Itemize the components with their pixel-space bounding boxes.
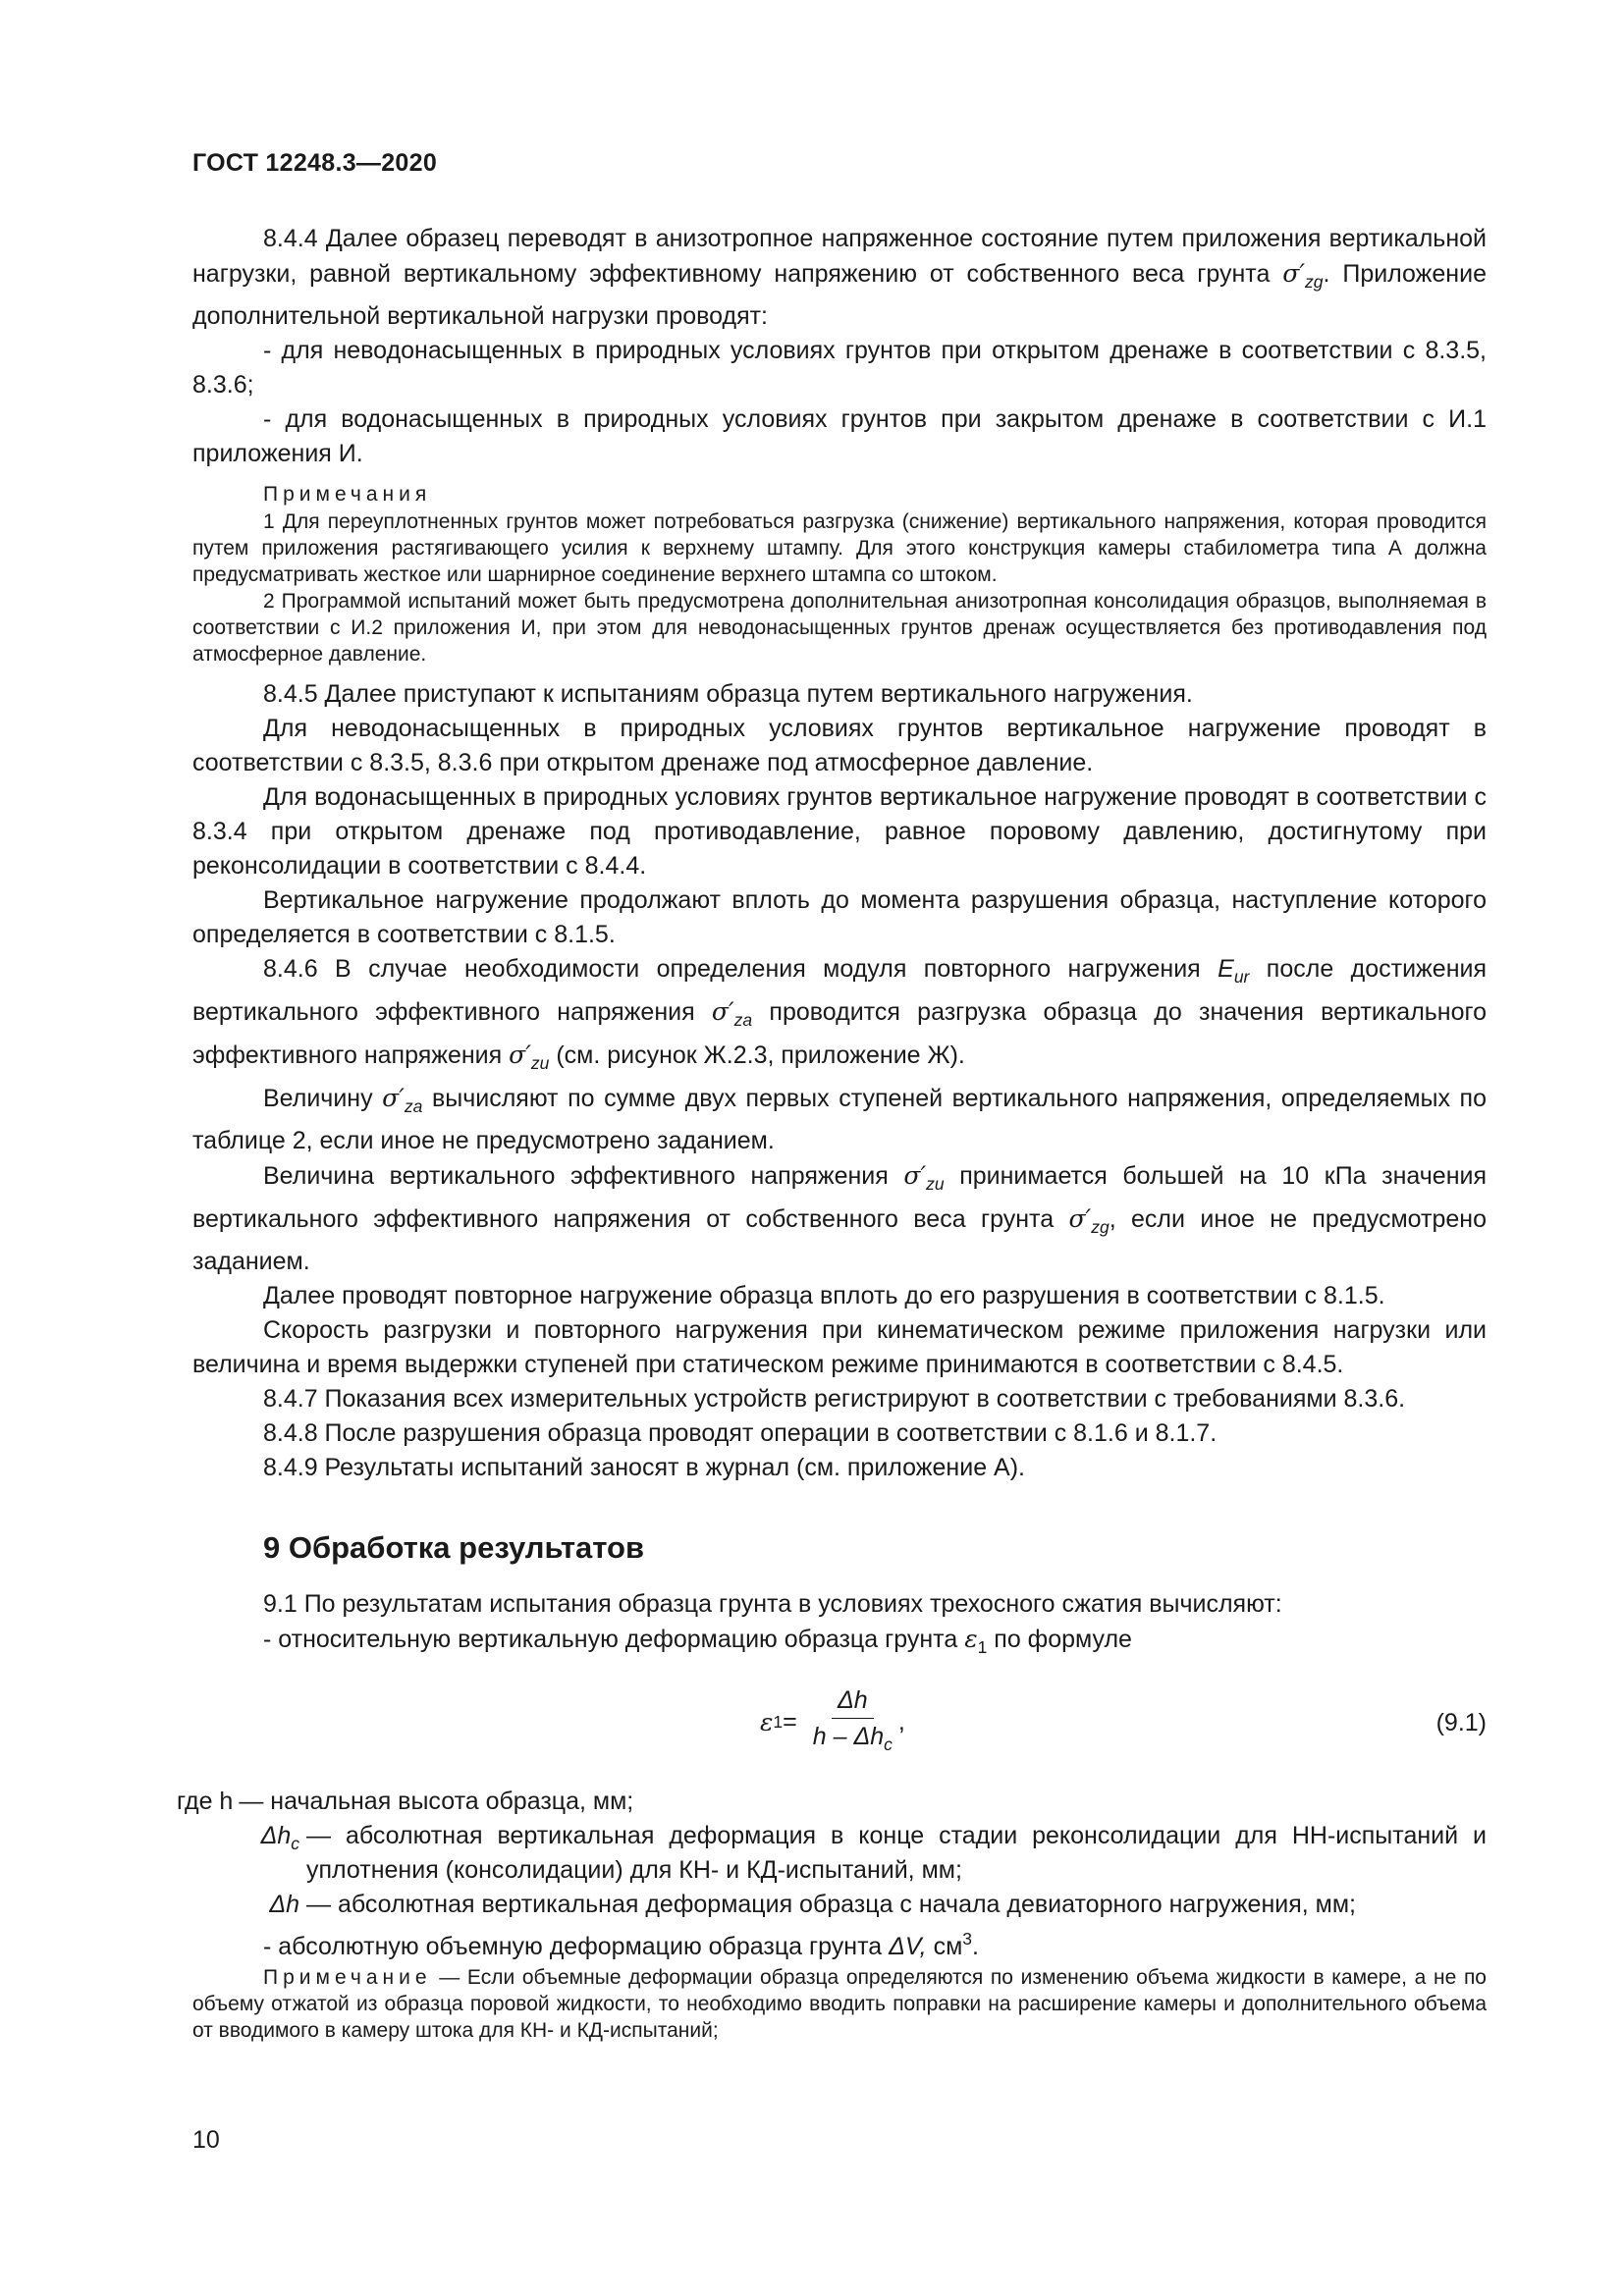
paragraph bbox=[192, 1081, 1487, 1158]
paragraph: Далее проводят повторное нагружение образца вплоть до его разрушения в соответствии с 8.1.5. bbox=[263, 1282, 1385, 1309]
sigma-symbol: σ′ bbox=[711, 997, 734, 1026]
page-header: ГОСТ 12248.3—2020 bbox=[192, 149, 438, 177]
formula-body bbox=[760, 1684, 905, 1760]
paragraph bbox=[192, 1158, 1487, 1279]
formula-denominator-subscript: c bbox=[884, 1735, 893, 1754]
sigma-subscript: zg bbox=[1305, 272, 1324, 292]
paragraph: Скорость разгрузки и повторного нагружения при кинематическом режиме приложения нагрузки или величина и время выдержки ступеней при статическом режиме принимаются в соответствии с 8.4.5. bbox=[192, 1316, 1487, 1378]
definition-symbol-text: Δh bbox=[260, 1822, 292, 1849]
formula-9-1 bbox=[192, 1679, 1487, 1781]
definition-row bbox=[177, 1785, 1487, 1819]
sigma-symbol: σ′ bbox=[382, 1084, 405, 1112]
paragraph: 8.4.8 После разрушения образца проводят операции в соответствии с 8.1.6 и 8.1.7. bbox=[263, 1419, 1218, 1447]
formula-comma: , bbox=[897, 1708, 905, 1735]
definition-symbol bbox=[177, 1785, 239, 1819]
paragraph: Для водонасыщенных в природных условиях грунтов вертикальное нагружение проводят в соответствии с 8.3.4 при открытом дренаже под противодавление, равное поровому давлению, достигнутому при реконсолидации в соответствии с 8.4.4. bbox=[192, 783, 1487, 880]
definition-text: — абсолютная вертикальная деформация образца с начала девиаторного нагружения, мм; bbox=[306, 1891, 1356, 1918]
formula-denominator-text: h – Δh bbox=[812, 1723, 885, 1750]
sigma-subscript: za bbox=[733, 1010, 753, 1030]
note-item: 2 Программой испытаний может быть предусмотрена дополнительная анизотропная консолидация образцов, выполняемая в соответствии с И.2 приложения И, при этом для неводонасыщенных грунтов дренаж осуществляется без противодавления под атмосферное давление. bbox=[192, 590, 1487, 666]
paragraph: Вертикальное нагружение продолжают вплоть до момента разрушения образца, наступление которого определяется в соответствии с 8.1.5. bbox=[192, 886, 1487, 948]
definition-symbol-text: где h bbox=[177, 1788, 234, 1815]
sigma-symbol: σ′ bbox=[1068, 1204, 1092, 1233]
p846-text-c: проводится разгрузка образца до значения вертикального эффективного напряжения bbox=[192, 998, 1487, 1069]
formula-fraction bbox=[807, 1684, 898, 1760]
formula-denominator bbox=[807, 1719, 898, 1760]
definition-symbol-text: Δh bbox=[269, 1891, 300, 1918]
definition-row bbox=[192, 1819, 1487, 1888]
p846-text-a: 8.4.6 В случае необходимости определения модуля повторного нагружения bbox=[263, 955, 1201, 983]
dv-text-a: - абсолютную объемную деформацию образца грунта bbox=[263, 1933, 890, 1960]
sigma-subscript: za bbox=[404, 1096, 423, 1116]
p846-text-b: после достижения вертикального эффективного напряжения bbox=[192, 955, 1487, 1026]
page-number: 10 bbox=[192, 2126, 220, 2154]
formula-numerator: Δh bbox=[832, 1684, 874, 1719]
p844-text-a: 8.4.4 Далее образец переводят в анизотропное напряженное состояние путем приложения вертикальной нагрузки, равной вертикальному эффективному напряжению от собственного веса грунта bbox=[192, 225, 1487, 288]
note-item: 1 Для переуплотненных грунтов может потребоваться разгрузка (снижение) вертикального напряжения, которая проводится путем приложения растягивающего усилия к верхнему штампу. Для этого конструкция камеры стабилометра типа А должна предусматривать жесткое или шарнирное соединение верхнего штампа со штоком. bbox=[192, 510, 1487, 586]
formula-equals: = bbox=[783, 1708, 797, 1735]
definitions bbox=[177, 1785, 1487, 1922]
final-note bbox=[192, 1964, 1487, 2044]
definition-symbol bbox=[192, 1819, 306, 1888]
final-note-text: — Если объемные деформации образца определяются по изменению объема жидкости в камере, а не по объему отжатой из образца поровой жидкости, то необходимо вводить поправки на расширение камеры и дополнительного объема от вводимого в камеру штока для КН- и КД-испытаний; bbox=[192, 1966, 1487, 2042]
definition-symbol bbox=[192, 1888, 306, 1922]
notes-heading: Примечания bbox=[263, 483, 432, 506]
p846-text-d: (см. рисунок Ж.2.3, приложение Ж). bbox=[549, 1041, 965, 1069]
section-title: 9 Обработка результатов bbox=[263, 1530, 645, 1565]
p844-text-b: . Приложение дополнительной вертикальной нагрузки проводят: bbox=[192, 260, 1487, 330]
paragraph: 8.4.7 Показания всех измерительных устройств регистрируют в соответствии с требованиями 8.3.6. bbox=[263, 1385, 1406, 1413]
formula-lhs: ε bbox=[760, 1708, 774, 1736]
epsilon-symbol: ε bbox=[964, 1625, 978, 1653]
dv-text-b: см bbox=[926, 1933, 963, 1960]
definition-text: — начальная высота образца, мм; bbox=[239, 1788, 634, 1815]
dv-superscript: 3 bbox=[962, 1929, 973, 1949]
p846c-text-a: Величина вертикального эффективного напряжения bbox=[263, 1162, 904, 1190]
paragraph-8-4-4 bbox=[192, 222, 1487, 334]
p846c-text-c: , если иное не предусмотрено заданием. bbox=[192, 1205, 1487, 1275]
list-item bbox=[192, 1922, 1487, 1964]
definition-text: — абсолютная вертикальная деформация в конце стадии реконсолидации для НН-испытаний и уплотнения (консолидации) для КН- и КД-испытаний, мм; bbox=[306, 1822, 1487, 1884]
p846b-text-a: Величину bbox=[263, 1085, 383, 1112]
paragraph: 8.4.5 Далее приступают к испытаниям образца путем вертикального нагружения. bbox=[263, 680, 1193, 708]
paragraph: 8.4.9 Результаты испытаний заносят в журнал (см. приложение А). bbox=[263, 1454, 1025, 1481]
list-item bbox=[192, 1622, 1487, 1665]
paragraph-8-4-6 bbox=[192, 952, 1487, 1081]
sigma-subscript: zu bbox=[926, 1174, 945, 1194]
formula-lhs-subscript: 1 bbox=[773, 1712, 784, 1732]
s9-text-b: по формуле bbox=[987, 1626, 1132, 1653]
equation-number: (9.1) bbox=[1435, 1709, 1487, 1736]
paragraph: Для неводонасыщенных в природных условиях грунтов вертикальное нагружение проводят в соответствии с 8.3.5, 8.3.6 при открытом дренаже под атмосферное давление. bbox=[192, 715, 1487, 776]
p846c-text-b: принимается большей на 10 кПа значения вертикального эффективного напряжения от собственного веса грунта bbox=[192, 1162, 1487, 1233]
final-note-heading: Примечание bbox=[263, 1966, 432, 1989]
s9-text-a: - относительную вертикальную деформацию образца грунта bbox=[263, 1626, 965, 1653]
definition-row bbox=[192, 1888, 1487, 1922]
sigma-symbol: σ′ bbox=[903, 1161, 927, 1190]
sigma-subscript: zg bbox=[1091, 1217, 1110, 1237]
list-item: - для водонасыщенных в природных условиях грунтов при закрытом дренаже в соответствии с И.1 приложения И. bbox=[192, 405, 1487, 467]
sigma-symbol: σ′ bbox=[1282, 259, 1306, 288]
p846b-text-b: вычисляют по сумме двух первых ступеней вертикального напряжения, определяемых по таблице 2, если иное не предусмотрено заданием. bbox=[192, 1085, 1487, 1154]
list-item: - для неводонасыщенных в природных условиях грунтов при открытом дренаже в соответствии с 8.3.5, 8.3.6; bbox=[192, 337, 1487, 399]
page-content bbox=[177, 222, 1487, 2044]
sigma-subscript: zu bbox=[530, 1053, 550, 1073]
dv-text-c: . bbox=[972, 1933, 979, 1960]
modulus-subscript: ur bbox=[1233, 967, 1250, 987]
paragraph-9-1: 9.1 По результатам испытания образца грунта в условиях трехосного сжатия вычисляют: bbox=[263, 1590, 1282, 1618]
epsilon-subscript: 1 bbox=[977, 1637, 988, 1657]
definition-symbol-subscript: c bbox=[291, 1834, 300, 1853]
sigma-symbol: σ′ bbox=[509, 1041, 531, 1069]
modulus-symbol: E bbox=[1218, 955, 1234, 983]
notes-block bbox=[192, 481, 1487, 667]
volume-symbol: ΔV, bbox=[889, 1933, 927, 1960]
